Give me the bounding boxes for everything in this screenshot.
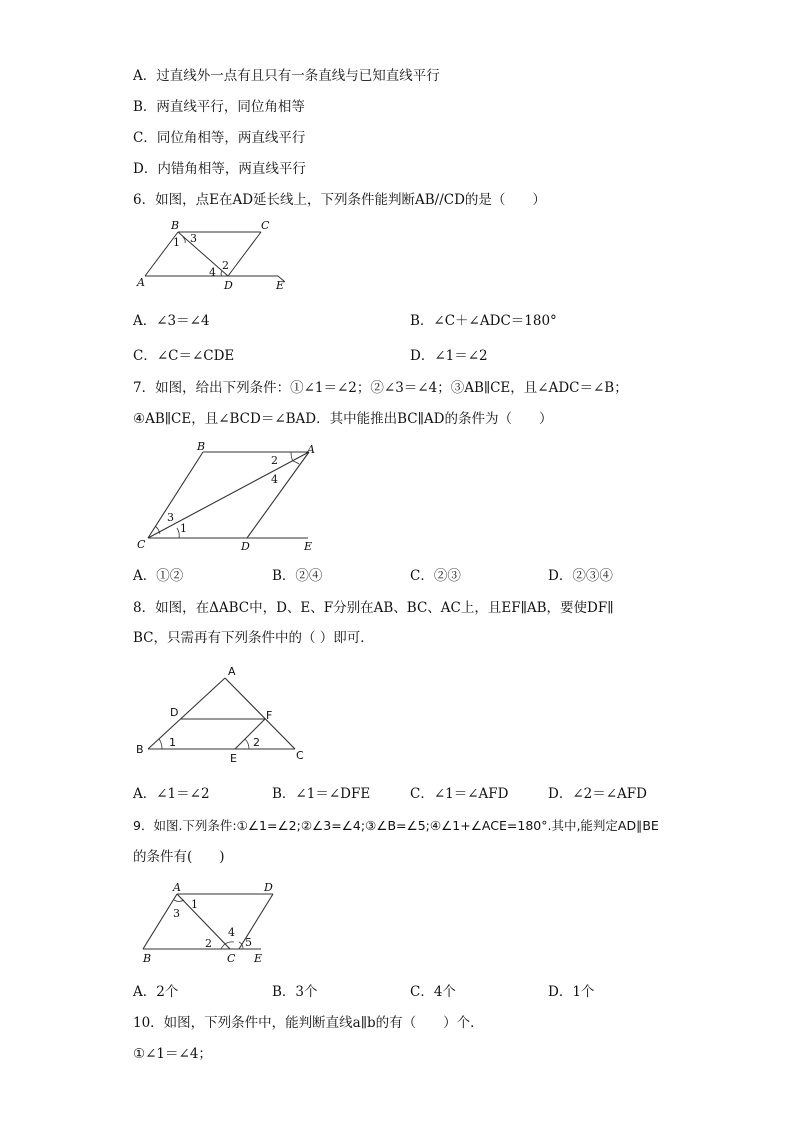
q8-option-d: D．∠2＝∠AFD <box>548 786 647 802</box>
q7-label-4: 4 <box>271 473 278 486</box>
q6-option-c: C．∠C＝∠CDE <box>133 348 235 364</box>
q9-label-1: 1 <box>191 898 198 911</box>
q7-label-e: E <box>304 540 313 553</box>
q9-option-b: B．3个 <box>272 984 318 1000</box>
q9-label-b: B <box>143 952 152 965</box>
q9-label-2: 2 <box>205 937 212 950</box>
q7-label-3: 3 <box>167 511 174 524</box>
q7-label-d: D <box>241 540 250 553</box>
q8-label-a: A <box>228 665 236 678</box>
q9-label-c: C <box>227 952 236 965</box>
q8-label-b: B <box>136 743 144 756</box>
q7-label-b: B <box>197 440 206 453</box>
q6-label-1: 1 <box>173 236 180 249</box>
q5-option-b: B．两直线平行，同位角相等 <box>133 99 305 115</box>
q9-label-4: 4 <box>228 926 235 939</box>
q9-option-a: A．2个 <box>133 984 179 1000</box>
q9-label-e: E <box>254 952 263 965</box>
q6-figure <box>133 218 293 294</box>
q6-option-b: B．∠C＋∠ADC＝180° <box>410 313 557 329</box>
q8-label-2: 2 <box>253 736 260 749</box>
q7-option-b: B．②④ <box>272 568 323 584</box>
q6-label-4: 4 <box>209 266 216 279</box>
q9-figure <box>133 878 283 968</box>
q7-figure <box>133 440 333 558</box>
q7-label-a: A <box>307 443 315 456</box>
q8-option-b: B．∠1＝∠DFE <box>272 786 371 802</box>
q6-option-a: A．∠3＝∠4 <box>133 313 210 329</box>
q6-label-c: C <box>261 219 270 232</box>
q8-label-e: E <box>230 752 237 765</box>
q8-option-a: A．∠1＝∠2 <box>133 786 210 802</box>
q8-stem-line2: BC，只需再有下列条件中的（ ）即可． <box>133 630 374 646</box>
q6-option-d: D．∠1＝∠2 <box>410 348 488 364</box>
q7-stem-line2: ④AB∥CE，且∠BCD＝∠BAD．其中能推出BC∥AD的条件为（ ） <box>133 411 553 427</box>
q8-label-1: 1 <box>169 736 176 749</box>
q8-label-f: F <box>266 709 273 722</box>
q9-stem-line2: 的条件有( ) <box>133 849 225 865</box>
q9-label-5: 5 <box>245 936 252 949</box>
q7-label-c: C <box>137 538 146 551</box>
q7-option-d: D．②③④ <box>548 568 613 584</box>
q6-label-2: 2 <box>222 259 229 272</box>
q7-option-a: A．①② <box>133 568 184 584</box>
q6-label-3: 3 <box>190 232 197 245</box>
q5-option-a: A．过直线外一点有且只有一条直线与已知直线平行 <box>133 68 440 84</box>
q6-label-d: D <box>224 279 233 292</box>
q6-label-a: A <box>137 276 145 289</box>
q7-label-2: 2 <box>271 454 278 467</box>
q9-label-d: D <box>264 881 273 894</box>
q8-label-d: D <box>170 706 179 719</box>
q9-stem-line1: 9．如图.下列条件:①∠1=∠2;②∠3=∠4;③∠B=∠5;④∠1+∠ACE=180°.其中,能判定AD∥BE <box>133 818 659 833</box>
q5-option-d: D．内错角相等，两直线平行 <box>133 161 306 177</box>
q10-stem: 10．如图，下列条件中，能判断直线a∥b的有（ ）个． <box>133 1015 484 1031</box>
q9-label-a: A <box>173 881 181 894</box>
q7-label-1: 1 <box>180 522 187 535</box>
q7-option-c: C．②③ <box>410 568 461 584</box>
q6-stem: 6．如图，点E在AD延长线上，下列条件能判断AB//CD的是（ ） <box>133 192 546 208</box>
q9-option-d: D．1个 <box>548 984 595 1000</box>
q8-option-c: C．∠1＝∠AFD <box>410 786 509 802</box>
q8-stem-line1: 8．如图，在ΔABC中，D、E、F分别在AB、BC、AC上，且EF∥AB，要使DF∥ <box>133 600 614 616</box>
q7-stem-line1: 7．如图，给出下列条件：①∠1＝∠2；②∠3＝∠4；③AB∥CE，且∠ADC＝∠B； <box>133 380 628 396</box>
q5-option-c: C．同位角相等，两直线平行 <box>133 130 306 146</box>
q8-label-c: C <box>296 749 304 762</box>
q6-label-b: B <box>171 219 180 232</box>
q6-label-e: E <box>276 279 285 292</box>
q10-item-1: ①∠1＝∠4； <box>133 1046 212 1062</box>
q9-option-c: C．4个 <box>410 984 456 1000</box>
q8-figure <box>133 662 313 770</box>
q9-label-3: 3 <box>173 907 180 920</box>
